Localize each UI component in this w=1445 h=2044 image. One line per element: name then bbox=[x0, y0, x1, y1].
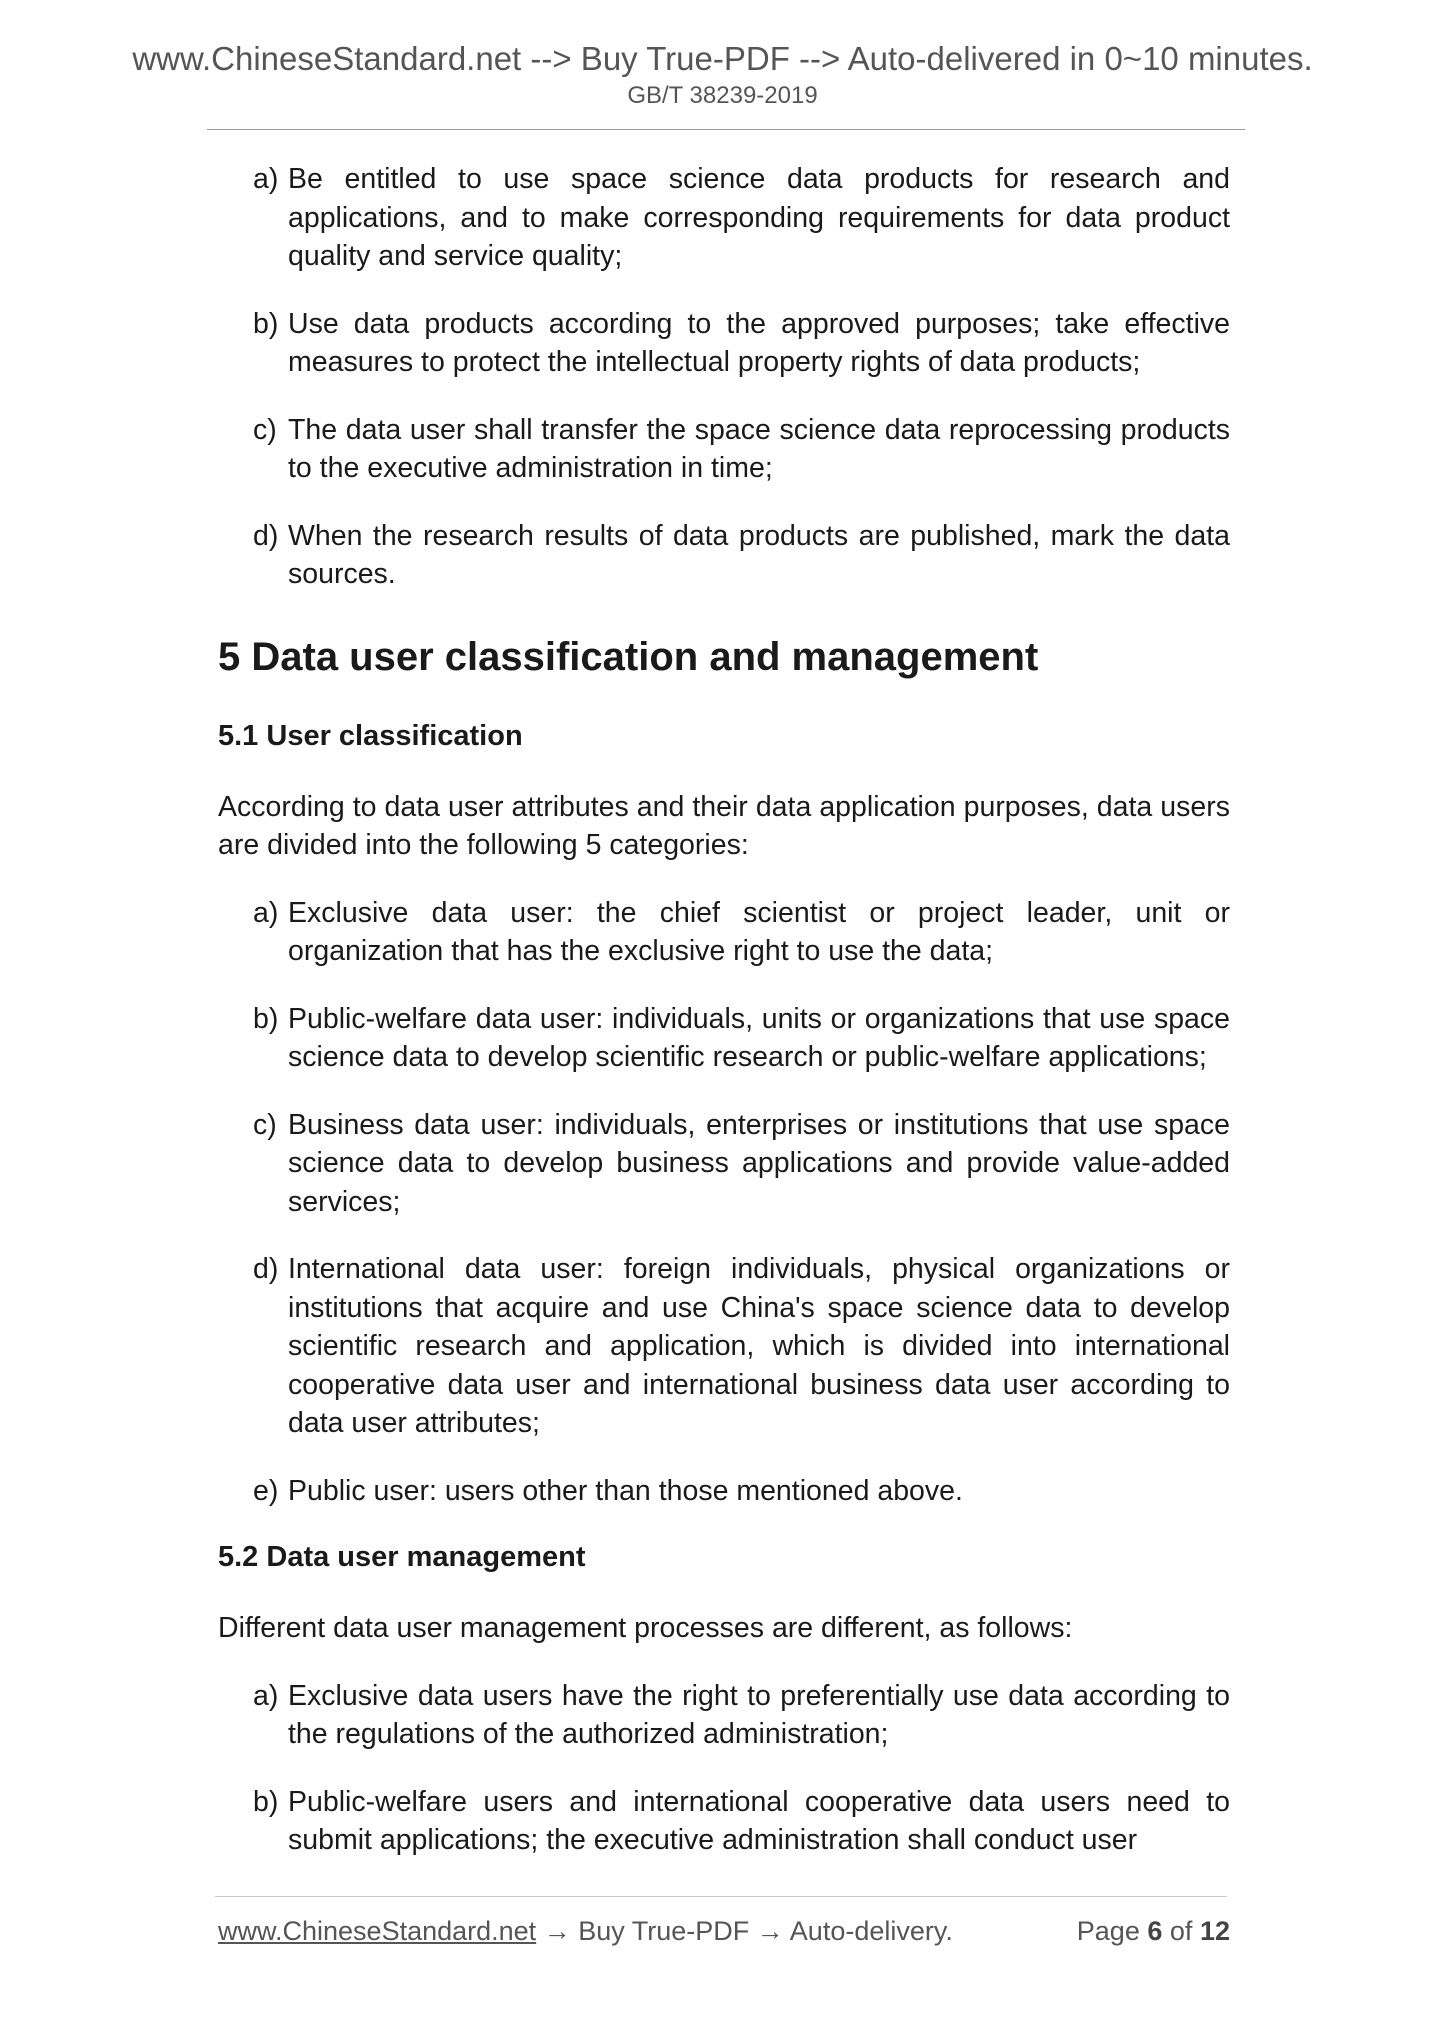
paragraph: Different data user management processes are different, as follows: bbox=[218, 1612, 1073, 1644]
page-footer bbox=[218, 1916, 1230, 1956]
list-text: Public user: users other than those mentioned above. bbox=[288, 1474, 963, 1507]
list-text: The data user shall transfer the space science data reprocessing products to the executive administration in time; bbox=[288, 413, 1230, 484]
list-marker: d) bbox=[253, 519, 279, 552]
list-marker: b) bbox=[253, 1785, 279, 1818]
list-text: Use data products according to the approved purposes; take effective measures to protect the intellectual property rights of data products; bbox=[288, 307, 1230, 378]
list-text: Be entitled to use space science data products for research and applications, and to make corresponding requirements for data product quality and service quality; bbox=[288, 163, 1230, 272]
list-text: International data user: foreign individuals, physical organizations or institutions that acquire and use China's space science data to develop scientific research and application, which is divided into international cooperative data user and international business data user according to data user attributes; bbox=[288, 1253, 1230, 1439]
page-label: Page bbox=[1076, 1916, 1140, 1946]
footer-divider bbox=[215, 1896, 1227, 1897]
list-item bbox=[253, 411, 1230, 488]
list-item bbox=[253, 894, 1230, 971]
list-marker: e) bbox=[253, 1474, 279, 1507]
list-marker: c) bbox=[253, 413, 277, 446]
list-marker: b) bbox=[253, 1002, 279, 1035]
page-total: 12 bbox=[1199, 1916, 1230, 1946]
list-text: Business data user: individuals, enterprises or institutions that use space science data to develop business applications and provide value-added services; bbox=[288, 1108, 1230, 1218]
list-item bbox=[253, 1783, 1230, 1860]
list-item bbox=[253, 1677, 1230, 1754]
list-text: Public-welfare data user: individuals, units or organizations that use space science data to develop scientific research or public-welfare applications; bbox=[288, 1002, 1230, 1073]
header-banner: www.ChineseStandard.net --> Buy True-PDF --> Auto-delivered in 0~10 minutes. bbox=[132, 40, 1313, 77]
footer-delivery-text: Auto-delivery. bbox=[789, 1916, 953, 1946]
list-item bbox=[253, 1250, 1230, 1443]
list-marker: d) bbox=[253, 1253, 279, 1285]
list-marker: a) bbox=[253, 1679, 279, 1712]
subsection-heading: 5.2 Data user management bbox=[218, 1541, 586, 1573]
arrow-right-icon: → bbox=[756, 1916, 784, 1946]
list-marker: a) bbox=[253, 896, 279, 929]
list-text: Exclusive data users have the right to preferentially use data according to the regulations of the authorized administration; bbox=[288, 1679, 1230, 1750]
footer-promo bbox=[218, 1916, 953, 1947]
list-item bbox=[253, 517, 1230, 594]
list-marker: a) bbox=[253, 163, 279, 195]
footer-buy-text: Buy True-PDF bbox=[578, 1916, 750, 1946]
list-text: When the research results of data products are published, mark the data sources. bbox=[288, 519, 1230, 590]
list-item bbox=[253, 160, 1230, 276]
list-text: Exclusive data user: the chief scientist or project leader, unit or organization that has the exclusive right to use the data; bbox=[288, 896, 1230, 967]
list-marker: c) bbox=[253, 1108, 277, 1141]
page-current: 6 bbox=[1147, 1916, 1163, 1946]
list-item bbox=[253, 1106, 1230, 1222]
page-of: of bbox=[1169, 1916, 1193, 1946]
header-divider bbox=[207, 129, 1245, 130]
list-item bbox=[253, 305, 1230, 382]
subsection-heading: 5.1 User classification bbox=[218, 719, 523, 752]
standard-number: GB/T 38239-2019 bbox=[627, 82, 818, 109]
footer-site-link[interactable]: www.ChineseStandard.net bbox=[218, 1916, 537, 1946]
page-content bbox=[218, 160, 1230, 1889]
list-item bbox=[253, 1472, 1230, 1511]
list-marker: b) bbox=[253, 307, 279, 340]
list-text: Public-welfare users and international cooperative data users need to submit applications; the executive administration shall conduct user bbox=[288, 1785, 1230, 1856]
arrow-right-icon: → bbox=[543, 1916, 571, 1946]
section-heading: 5 Data user classification and management bbox=[218, 634, 1039, 679]
list-item bbox=[253, 1000, 1230, 1077]
page-number bbox=[1077, 1916, 1230, 1947]
paragraph: According to data user attributes and their data application purposes, data users are divided into the following 5 categories: bbox=[218, 790, 1230, 861]
